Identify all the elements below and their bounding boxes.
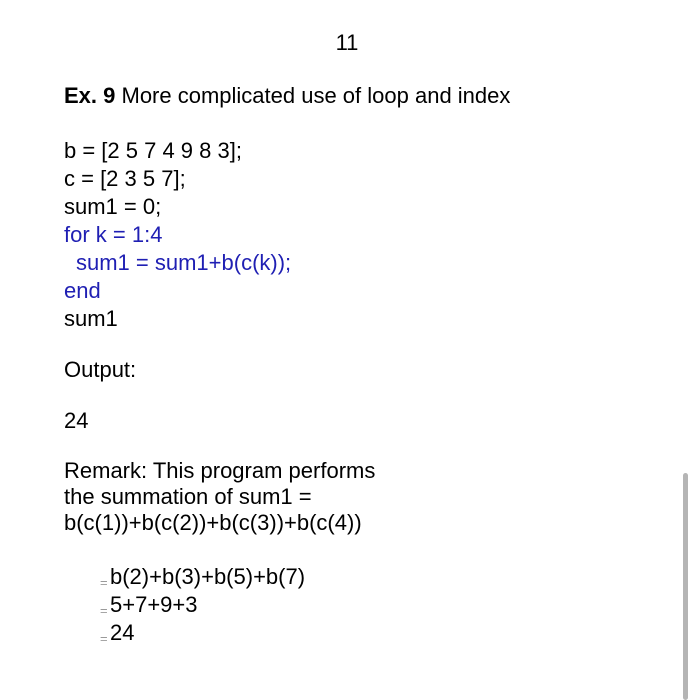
remark-text [64,458,375,536]
page-number: 11 [335,30,359,55]
equals-sign: = [100,630,108,646]
code-line-b: b = [2 5 7 4 9 8 3]; [64,138,242,163]
exercise-label: Ex. 9 [64,83,116,108]
evaluation-steps [100,563,305,647]
output-value: 24 [64,408,89,433]
remark-line: Remark: This program performs [64,458,376,483]
code-block [64,137,291,333]
remark-line: the summation of sum1 = [64,484,312,509]
step-expression: 5+7+9+3 [110,592,198,617]
code-line-end: end [64,278,101,303]
code-line-sum-display: sum1 [64,306,118,331]
exercise-title: More complicated use of loop and index [115,83,511,108]
evaluation-step [100,563,305,591]
code-line-c: c = [2 3 5 7]; [64,166,186,191]
remark-line: b(c(1))+b(c(2))+b(c(3))+b(c(4)) [64,510,362,535]
output-label: Output: [64,357,137,382]
code-line-for: for k = 1:4 [64,222,163,247]
evaluation-step [100,591,305,619]
evaluation-step [100,619,305,647]
equals-sign: = [100,602,108,618]
step-expression: b(2)+b(3)+b(5)+b(7) [110,564,306,589]
code-line-loop-body: sum1 = sum1+b(c(k)); [76,250,292,275]
vertical-scrollbar[interactable] [683,473,688,700]
step-expression: 24 [110,620,135,645]
code-line-sum-init: sum1 = 0; [64,194,162,219]
equals-sign: = [100,574,108,590]
exercise-heading [64,83,510,109]
